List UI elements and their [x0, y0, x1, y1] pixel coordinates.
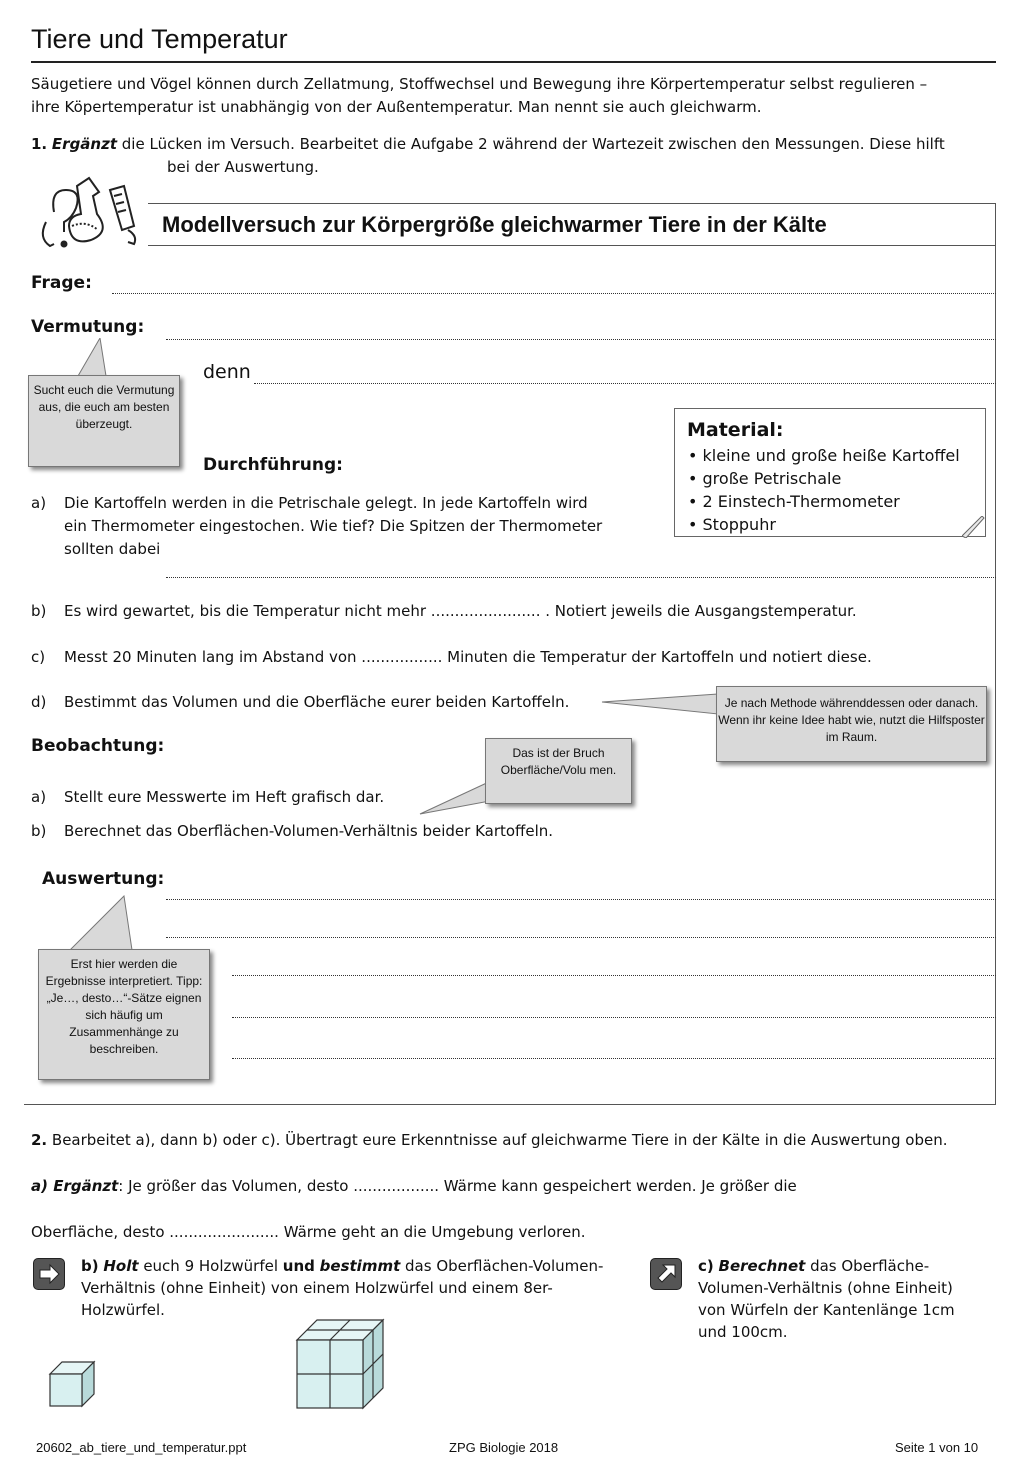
- task2-c-verb: Berechnet: [718, 1257, 806, 1275]
- frage-label: Frage:: [31, 273, 92, 293]
- step-b-label: b): [31, 602, 47, 620]
- footer-center: ZPG Biologie 2018: [449, 1440, 559, 1455]
- task1-line-1: [31, 133, 945, 155]
- task1-verb: Ergänzt: [51, 135, 118, 153]
- callout-pointer-auswertung: [66, 894, 136, 952]
- task2-text: Bearbeitet a), dann b) oder c). Übertragt eure Erkenntnisse auf gleichwarme Tiere in der Kälte in die Auswertung oben.: [47, 1131, 948, 1149]
- task2-c-line-3: von Würfeln der Kantenlänge 1cm: [698, 1301, 955, 1319]
- material-title: Material:: [687, 419, 784, 441]
- vermutung-label: Vermutung:: [31, 317, 145, 337]
- box-top-border: [148, 203, 996, 204]
- intro-line-1: Säugetiere und Vögel können durch Zellatmung, Stoffwechsel und Bewegung ihre Körpertemperatur selbst regulieren –: [31, 75, 928, 93]
- task1-text: die Lücken im Versuch. Bearbeitet die Aufgabe 2 während der Wartezeit zwischen den Messungen. Diese hilft: [117, 135, 945, 153]
- callout-auswertung: Erst hier werden die Ergebnisse interpretiert. Tipp: „Je…, desto…“-Sätze eignen sich häufig um Zusammenhänge zu beschreiben.: [38, 949, 210, 1080]
- material-box: [674, 408, 986, 537]
- obs-b: [31, 820, 731, 842]
- arrow-right-icon: [33, 1258, 65, 1290]
- material-item: • große Petrischale: [688, 469, 842, 488]
- auswertung-label: Auswertung:: [42, 869, 165, 889]
- denn-answer-line[interactable]: [254, 383, 996, 384]
- vermutung-answer-line[interactable]: [166, 339, 996, 340]
- page-title: Tiere und Temperatur: [31, 24, 288, 54]
- frage-answer-line[interactable]: [112, 293, 996, 294]
- step-a-answer-line[interactable]: [166, 577, 996, 578]
- callout-vermutung: Sucht euch die Vermutung aus, die euch am besten überzeugt.: [28, 375, 180, 467]
- task2-b-verb-1: Holt: [103, 1257, 139, 1275]
- callout-methode: Je nach Methode währenddessen oder danach. Wenn ihr keine Idee habt wie, nutzt die Hilfsposter im Raum.: [716, 686, 987, 762]
- task2-a-line-2: Oberfläche, desto ....................... Wärme geht an die Umgebung verloren.: [31, 1223, 586, 1241]
- task1-number: 1.: [31, 135, 48, 153]
- footer-filename: 20602_ab_tiere_und_temperatur.ppt: [36, 1440, 247, 1455]
- obs-b-label: b): [31, 822, 47, 840]
- task2-number: 2.: [31, 1131, 48, 1149]
- auswertung-line[interactable]: [166, 899, 996, 900]
- task2-intro: [31, 1129, 947, 1151]
- auswertung-line[interactable]: [232, 1058, 996, 1059]
- step-b: [31, 600, 931, 622]
- page-curl-icon: [962, 516, 986, 538]
- step-a-line-2: ein Thermometer eingestochen. Wie tief? Die Spitzen der Thermometer: [64, 517, 603, 535]
- beobachtung-label: Beobachtung:: [31, 736, 165, 756]
- box-bottom-border: [24, 1104, 996, 1105]
- material-item: • Stoppuhr: [688, 515, 776, 534]
- task2-a-line-1: [31, 1175, 797, 1197]
- step-a: [31, 492, 631, 562]
- lab-flask-icon: [32, 172, 147, 262]
- task2-b-line-3: Holzwürfel.: [81, 1301, 165, 1319]
- material-item: • 2 Einstech-Thermometer: [688, 492, 900, 511]
- obs-a-label: a): [31, 788, 47, 806]
- task2-b-line-1: [81, 1255, 621, 1277]
- callout-pointer-methode: [600, 690, 720, 720]
- step-a-line-1: Die Kartoffeln werden in die Petrischale gelegt. In jede Kartoffeln wird: [64, 494, 588, 512]
- callout-pointer-vermutung: [70, 338, 110, 378]
- denn-label: denn: [203, 361, 251, 383]
- task1-line-2: bei der Auswertung.: [167, 158, 319, 176]
- intro-line-2: ihre Köpertemperatur ist unabhängig von der Außentemperatur. Man nennt sie auch gleichwarm.: [31, 98, 762, 116]
- task2-c-line-2: Volumen-Verhältnis (ohne Einheit): [698, 1279, 953, 1297]
- task2-b-label: b): [81, 1257, 99, 1275]
- task2-c: [698, 1255, 998, 1343]
- box-title-rule: [148, 245, 996, 246]
- task2-a-label: a) Ergänzt: [31, 1177, 119, 1195]
- step-b-text: Es wird gewartet, bis die Temperatur nicht mehr ....................... . Notiert jeweils die Ausgangstemperatur.: [64, 602, 857, 620]
- task2-b-verb-2: bestimmt: [319, 1257, 401, 1275]
- auswertung-line[interactable]: [232, 975, 996, 976]
- task2-b-rest: das Oberflächen-Volumen-: [400, 1257, 604, 1275]
- task2-c-rest: das Oberfläche-: [805, 1257, 930, 1275]
- step-d-label: d): [31, 693, 47, 711]
- arrow-diagonal-icon: [650, 1258, 682, 1290]
- durchfuehrung-label: Durchführung:: [203, 455, 343, 475]
- auswertung-line[interactable]: [232, 1017, 996, 1018]
- task2-b-line-2: Verhältnis (ohne Einheit) von einem Holzwürfel und einem 8er-: [81, 1279, 553, 1297]
- step-a-label: a): [31, 494, 47, 512]
- task2-c-line-1: [698, 1255, 998, 1277]
- step-d-text: Bestimmt das Volumen und die Oberfläche eurer beiden Kartoffeln.: [64, 693, 570, 711]
- task2-b-mid: euch 9 Holzwürfel: [138, 1257, 283, 1275]
- small-cube-image: [48, 1360, 96, 1410]
- step-c-label: c): [31, 648, 46, 666]
- box-title: Modellversuch zur Körpergröße gleichwarmer Tiere in der Kälte: [162, 212, 827, 237]
- step-a-line-3: sollten dabei: [64, 540, 161, 558]
- task2-a-text: : Je größer das Volumen, desto .................. Wärme kann gespeichert werden. Je größer die: [118, 1177, 797, 1195]
- material-item: • kleine und große heiße Kartoffel: [688, 446, 960, 465]
- task2-b-und: und: [282, 1257, 315, 1275]
- callout-bruch: Das ist der Bruch Oberfläche/Volu men.: [485, 738, 632, 804]
- step-d: [31, 691, 631, 713]
- step-c-text: Messt 20 Minuten lang im Abstand von ................. Minuten die Temperatur der Kartoffeln und notiert diese.: [64, 648, 872, 666]
- large-cube-image: [295, 1318, 385, 1410]
- obs-b-text: Berechnet das Oberflächen-Volumen-Verhältnis beider Kartoffeln.: [64, 822, 554, 840]
- footer-page-number: Seite 1 von 10: [895, 1440, 979, 1455]
- obs-a: [31, 786, 531, 808]
- task2-b: [81, 1255, 621, 1321]
- title-rule: [31, 61, 996, 63]
- auswertung-line[interactable]: [166, 937, 996, 938]
- task2-c-label: c): [698, 1257, 714, 1275]
- obs-a-text: Stellt eure Messwerte im Heft grafisch dar.: [64, 788, 385, 806]
- step-c: [31, 646, 931, 668]
- task2-c-line-4: und 100cm.: [698, 1323, 788, 1341]
